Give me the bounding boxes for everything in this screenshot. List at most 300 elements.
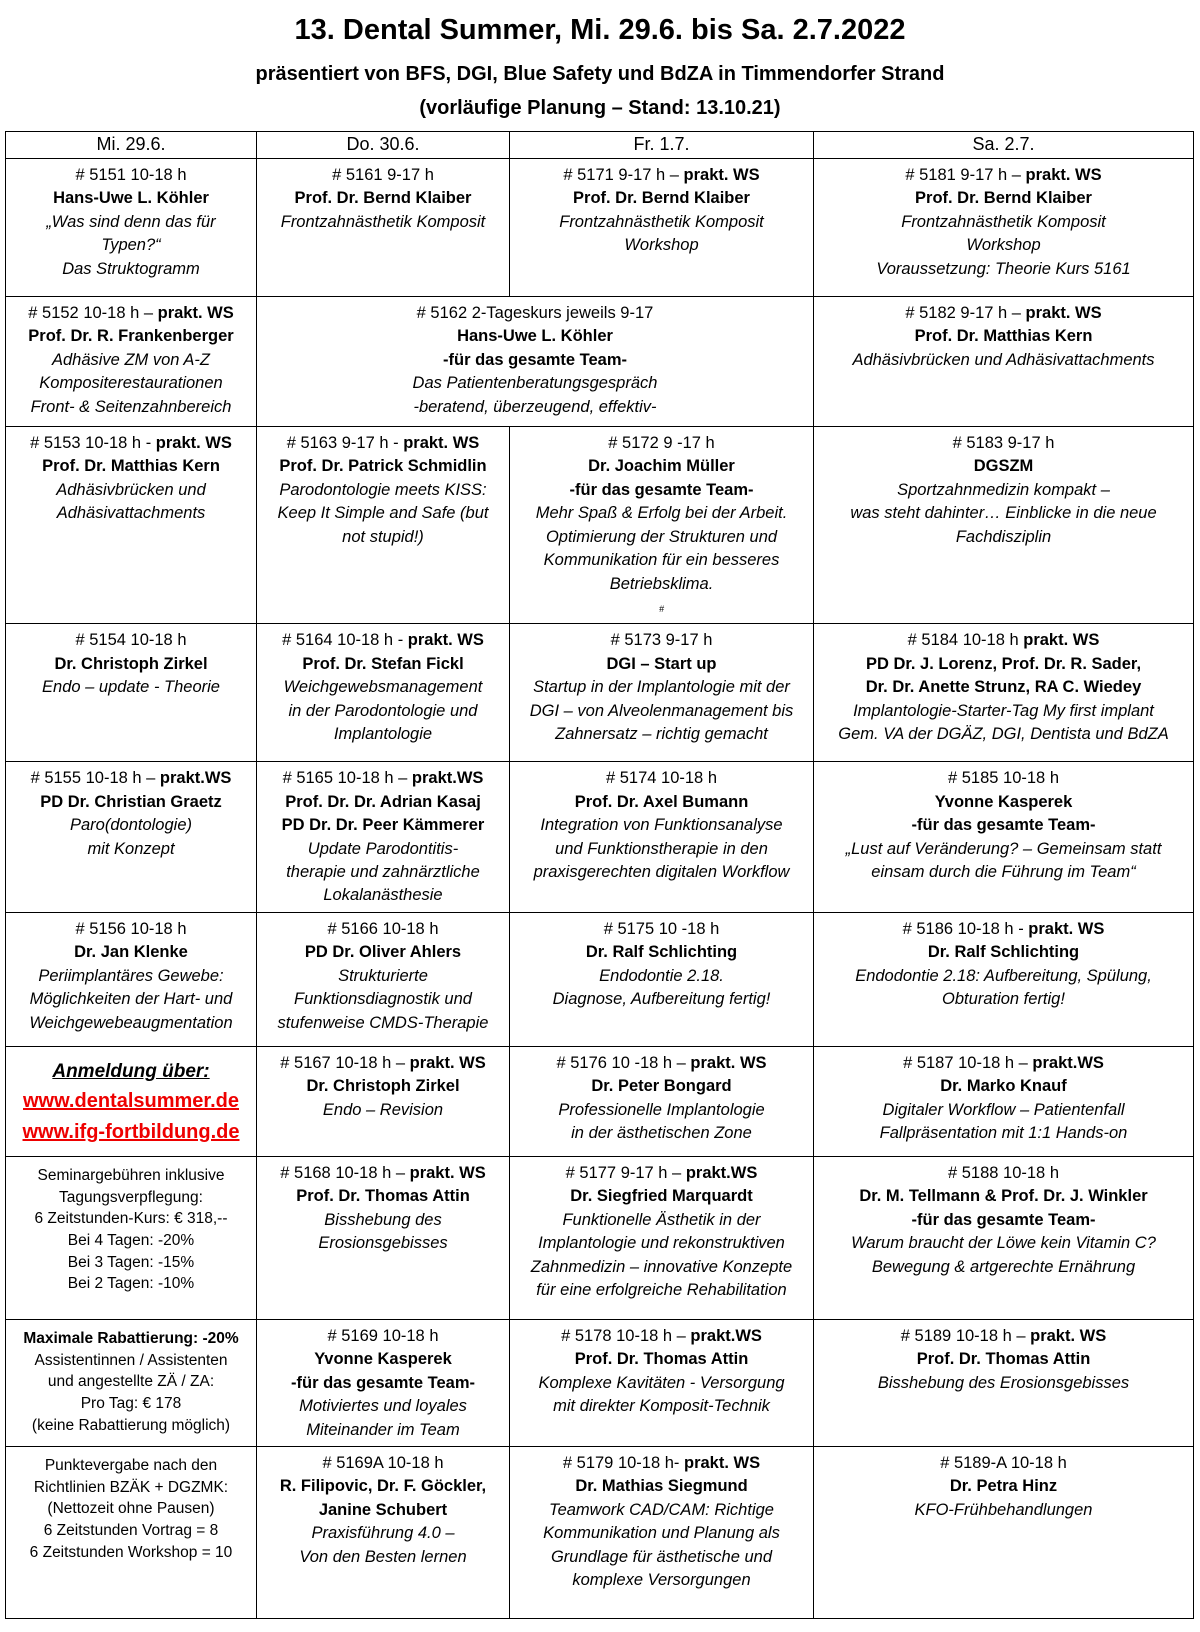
cell-text: und angestellte ZÄ / ZA: <box>47 1373 215 1391</box>
cell-text: # 5178 10-18 h – <box>561 1326 691 1345</box>
cell-text: prakt.WS <box>690 1326 762 1345</box>
fees-cell <box>6 1156 257 1319</box>
schedule-cell <box>257 1046 510 1156</box>
cell-line <box>513 502 810 525</box>
cell-line <box>817 526 1190 549</box>
schedule-row <box>6 1447 1194 1619</box>
cell-text: Keep It Simple and Safe (but <box>277 504 489 523</box>
cell-line <box>260 1419 506 1442</box>
cell-text: Kommunikation und Planung als <box>543 1524 780 1543</box>
cell-line <box>513 629 810 652</box>
cell-text: Lokalanästhesie <box>323 886 443 905</box>
cell-text: PD Dr. Dr. Peer Kämmerer <box>281 816 485 835</box>
cell-line <box>513 1099 810 1122</box>
cell-line <box>817 1122 1190 1145</box>
cell-text: Dr. Dr. Anette Strunz, RA C. Wiedey <box>865 678 1142 697</box>
cell-line <box>817 653 1190 676</box>
cell-text: # 5163 9-17 h - <box>286 434 404 452</box>
cell-line <box>260 988 506 1011</box>
cell-line <box>513 700 810 723</box>
cell-text: prakt. WS <box>409 1053 486 1072</box>
schedule-cell <box>814 624 1194 762</box>
cell-line <box>260 187 506 210</box>
schedule-cell <box>510 762 814 913</box>
cell-line <box>9 1208 253 1230</box>
cell-text: # 5164 10-18 h - <box>282 631 408 650</box>
cell-text: Dr. Ralf Schlichting <box>585 943 738 962</box>
cell-text: # 5188 10-18 h <box>947 1163 1059 1182</box>
cell-text: KFO-Frühbehandlungen <box>914 1500 1093 1519</box>
cell-text: Workshop <box>624 236 699 255</box>
cell-text: Das Struktogramm <box>62 259 200 278</box>
cell-line <box>9 325 253 348</box>
cell-text: Diagnose, Aufbereitung fertig! <box>552 990 771 1009</box>
cell-line <box>817 1099 1190 1122</box>
cell-text: Pro Tag: € 178 <box>80 1394 182 1412</box>
cell-line <box>9 1057 253 1086</box>
cell-text: # 5187 10-18 h – <box>903 1053 1033 1072</box>
cell-text: Adhäsivattachments <box>56 504 206 523</box>
cell-text: # 5168 10-18 h – <box>280 1163 410 1182</box>
cell-text: Endodontie 2.18. <box>599 966 724 985</box>
cell-line <box>513 596 810 619</box>
cell-text: prakt.WS <box>685 1163 758 1182</box>
cell-text: # 5152 10-18 h – <box>28 304 158 322</box>
cell-text: Frontzahnästhetik Komposit <box>559 212 764 231</box>
schedule-cell <box>257 427 510 624</box>
column-header: Mi. 29.6. <box>6 132 257 159</box>
cell-text: prakt. WS <box>409 1163 486 1182</box>
cell-text: Digitaler Workflow – Patientenfall <box>882 1100 1125 1119</box>
discount-cell <box>6 1319 257 1446</box>
cell-text: Prof. Dr. Bernd Klaiber <box>573 189 750 208</box>
schedule-row <box>6 427 1194 624</box>
cell-text: Dr. Christoph Zirkel <box>54 654 208 673</box>
cell-line <box>513 455 810 478</box>
cell-line <box>817 723 1190 746</box>
schedule-cell <box>814 912 1194 1046</box>
schedule-cell <box>510 1319 814 1446</box>
cell-text: Weichgewebeaugmentation <box>29 1013 233 1032</box>
cell-text: -für das gesamte Team- <box>443 350 627 369</box>
cell-line <box>817 1348 1190 1371</box>
cell-text: DGI – von Alveolenmanagement bis <box>529 701 794 720</box>
cell-line <box>817 302 1190 325</box>
cell-text: prakt. WS <box>157 304 234 322</box>
cell-text: -für das gesamte Team- <box>911 816 1096 835</box>
schedule-table <box>5 131 1194 1619</box>
cell-text: # 5154 10-18 h <box>75 631 187 650</box>
cell-text: # 5156 10-18 h <box>75 919 187 938</box>
schedule-cell <box>257 624 510 762</box>
cell-text: praxisgerechten digitalen Workflow <box>533 863 790 882</box>
cell-text: therapie und zahnärztliche <box>286 863 480 882</box>
schedule-cell <box>6 427 257 624</box>
cell-line <box>9 1455 253 1477</box>
cell-line <box>817 455 1190 478</box>
cell-line <box>817 988 1190 1011</box>
cell-text: Strukturierte <box>338 966 428 985</box>
cell-text: prakt. WS <box>1030 1326 1107 1345</box>
cell-line <box>9 1520 253 1542</box>
cell-line <box>260 1325 506 1348</box>
cell-line <box>260 1209 506 1232</box>
cell-text: DGI – Start up <box>606 654 717 673</box>
cell-text: (Nettozeit ohne Pausen) <box>47 1500 215 1518</box>
cell-line <box>817 700 1190 723</box>
cell-line <box>260 941 506 964</box>
cell-line <box>513 1499 810 1522</box>
cell-text: # 5177 9-17 h – <box>565 1163 686 1182</box>
cell-line <box>513 1052 810 1075</box>
cell-text: prakt. WS <box>1028 919 1105 938</box>
cell-text: prakt. WS <box>683 1454 761 1473</box>
cell-line <box>817 187 1190 210</box>
cell-text: Obturation fertig! <box>942 990 1065 1009</box>
cell-line <box>817 1052 1190 1075</box>
cell-text: Implantologie-Starter-Tag My first implant <box>853 701 1154 720</box>
cell-text: # 5176 10 -18 h – <box>556 1053 691 1072</box>
cell-text: # 5165 10-18 h – <box>282 769 412 788</box>
cell-line <box>513 767 810 790</box>
schedule-cell <box>814 297 1194 427</box>
schedule-cell <box>257 1319 510 1446</box>
cell-text: Endo – update - Theorie <box>42 678 220 697</box>
cell-line <box>9 629 253 652</box>
cell-text: Grundlage für ästhetische und <box>550 1547 773 1566</box>
cell-text: # 5184 10-18 h <box>907 631 1024 650</box>
cell-text: Prof. Dr. Axel Bumann <box>574 792 749 811</box>
cell-line <box>513 479 810 502</box>
cell-text: für eine erfolgreiche Rehabilitation <box>536 1281 787 1300</box>
cell-line <box>9 1230 253 1252</box>
cell-line <box>260 325 810 348</box>
cell-line <box>817 325 1190 348</box>
cell-text: Komplexe Kavitäten - Versorgung <box>538 1373 785 1392</box>
cell-line <box>513 1075 810 1098</box>
schedule-cell <box>6 297 257 427</box>
cell-line <box>817 349 1190 372</box>
cell-line <box>260 211 506 234</box>
schedule-body <box>6 159 1194 1619</box>
cell-text: Gem. VA der DGÄZ, DGI, Dentista und BdZA <box>838 725 1169 744</box>
cell-text: # 5153 10-18 h - <box>30 434 156 452</box>
cell-line <box>513 814 810 837</box>
cell-line <box>260 1372 506 1395</box>
cell-text: # 5171 9-17 h – <box>563 166 684 184</box>
cell-text: prakt.WS <box>159 769 232 788</box>
cell-line <box>9 1415 253 1437</box>
cell-line <box>9 302 253 325</box>
cell-text: Von den Besten lernen <box>299 1547 467 1566</box>
cell-text: -beratend, überzeugend, effektiv- <box>413 397 657 416</box>
cell-text: Dr. Christoph Zirkel <box>306 1077 460 1096</box>
cell-line <box>513 676 810 699</box>
cell-text: Zahnmedizin – innovative Konzepte <box>530 1257 793 1276</box>
cell-line <box>513 1348 810 1371</box>
cell-line <box>9 432 253 455</box>
cell-line <box>513 187 810 210</box>
cell-text: „Was sind denn das für <box>46 212 216 231</box>
cell-line <box>513 941 810 964</box>
cell-line <box>817 1372 1190 1395</box>
cell-line <box>9 258 253 281</box>
cell-text: # 5151 10-18 h <box>75 166 187 184</box>
page-status-line: (vorläufige Planung – Stand: 13.10.21) <box>419 97 781 119</box>
cell-text: Typen?“ <box>101 236 161 255</box>
cell-line <box>260 767 506 790</box>
cell-text: # 5161 9-17 h <box>332 166 434 184</box>
column-header: Do. 30.6. <box>257 132 510 159</box>
cell-line <box>513 1546 810 1569</box>
cell-text: Bisshebung des Erosionsgebisses <box>877 1373 1130 1392</box>
schedule-cell <box>257 159 510 297</box>
registration-link[interactable]: www.ifg-fortbildung.de <box>22 1121 240 1144</box>
cell-text: Dr. Jan Klenke <box>74 943 188 962</box>
column-header: Fr. 1.7. <box>510 132 814 159</box>
cell-text: Prof. Dr. Bernd Klaiber <box>294 189 472 208</box>
cell-line <box>513 164 810 187</box>
cell-text: Prof. Dr. Thomas Attin <box>296 1187 470 1206</box>
cell-text: Hans-Uwe L. Köhler <box>53 189 209 208</box>
cell-line <box>9 1187 253 1209</box>
cell-line <box>817 838 1190 861</box>
cell-text: Motiviertes und loyales <box>299 1397 467 1416</box>
cell-text: prakt. WS <box>1025 166 1102 184</box>
cell-text: # 5182 9-17 h – <box>905 304 1026 322</box>
cell-text: Startup in der Implantologie mit der <box>533 678 790 697</box>
cell-text: Periimplantäres Gewebe: <box>38 966 224 985</box>
cell-line <box>513 918 810 941</box>
schedule-cell <box>510 1447 814 1619</box>
cell-line <box>9 988 253 1011</box>
cell-line <box>817 629 1190 652</box>
cell-text: Funktionelle Ästhetik in der <box>562 1210 761 1229</box>
cell-text: in der ästhetischen Zone <box>571 1124 752 1143</box>
cell-text: # 5169A 10-18 h <box>322 1454 444 1473</box>
schedule-cell <box>257 297 814 427</box>
cell-text: Professionelle Implantologie <box>558 1100 765 1119</box>
cell-line <box>817 1499 1190 1522</box>
cell-text: PD Dr. J. Lorenz, Prof. Dr. R. Sader, <box>865 654 1142 673</box>
cell-text: Kommunikation für ein besseres <box>543 551 780 570</box>
cell-line <box>260 1499 506 1522</box>
cell-line <box>260 1395 506 1418</box>
cell-text: R. Filipovic, Dr. F. Göckler, <box>279 1477 487 1496</box>
cell-line <box>513 723 810 746</box>
cell-text: Punktevergabe nach den <box>44 1457 218 1475</box>
cell-line <box>513 1279 810 1302</box>
cell-line <box>817 1325 1190 1348</box>
cell-line <box>513 234 810 257</box>
cell-text: Implantologie und rekonstruktiven <box>538 1234 785 1253</box>
schedule-cell <box>510 427 814 624</box>
cell-line <box>9 918 253 941</box>
cell-line <box>9 502 253 525</box>
cell-line <box>9 1117 253 1148</box>
cell-line <box>260 1052 506 1075</box>
cell-text: # 5174 10-18 h <box>605 769 717 788</box>
schedule-cell <box>6 912 257 1046</box>
cell-text: 6 Zeitstunden-Kurs: € 318,-- <box>34 1210 228 1228</box>
cell-line <box>260 653 506 676</box>
cell-line <box>260 676 506 699</box>
cell-text: was steht dahinter… Einblicke in die neue <box>850 504 1157 523</box>
cell-line <box>260 1099 506 1122</box>
registration-link[interactable]: www.dentalsummer.de <box>23 1090 239 1113</box>
schedule-row <box>6 1046 1194 1156</box>
cell-text: DGSZM <box>973 457 1034 476</box>
cell-text: Zahnersatz – richtig gemacht <box>555 725 768 744</box>
cell-line <box>817 1185 1190 1208</box>
schedule-cell <box>6 159 257 297</box>
points-cell <box>6 1447 257 1619</box>
cell-text: 6 Zeitstunden Workshop = 10 <box>29 1543 233 1561</box>
schedule-cell <box>510 624 814 762</box>
cell-text: # 5162 2-Tageskurs jeweils 9-17 <box>416 304 654 322</box>
cell-text: # 5167 10-18 h – <box>280 1053 410 1072</box>
cell-text: prakt. WS <box>155 434 232 452</box>
page-title: 13. Dental Summer, Mi. 29.6. bis Sa. 2.7.2022 <box>294 14 906 46</box>
cell-text: Dr. Mathias Siegmund <box>575 1477 748 1496</box>
header-row <box>6 132 1194 159</box>
cell-line <box>817 1475 1190 1498</box>
schedule-cell <box>814 427 1194 624</box>
cell-text: # 5173 9-17 h <box>610 631 713 650</box>
cell-line <box>260 838 506 861</box>
cell-line <box>817 258 1190 281</box>
cell-line <box>9 653 253 676</box>
schedule-row <box>6 624 1194 762</box>
cell-text: prakt. WS <box>690 1053 767 1072</box>
cell-line <box>9 1477 253 1499</box>
cell-text: Tagungsverpflegung: <box>59 1188 203 1206</box>
cell-line <box>817 1452 1190 1475</box>
cell-text: Assistentinnen / Assistenten <box>34 1351 228 1369</box>
schedule-cell <box>510 1156 814 1319</box>
cell-text: Endodontie 2.18: Aufbereitung, Spülung, <box>855 966 1152 985</box>
cell-line <box>9 164 253 187</box>
cell-line <box>513 791 810 814</box>
cell-line <box>513 1395 810 1418</box>
cell-line <box>260 164 506 187</box>
cell-line <box>260 349 810 372</box>
schedule-cell <box>814 159 1194 297</box>
cell-text: Hans-Uwe L. Köhler <box>457 327 613 346</box>
cell-line <box>817 941 1190 964</box>
schedule-cell <box>814 1156 1194 1319</box>
cell-text: Bei 3 Tagen: -15% <box>67 1253 195 1271</box>
cell-text: # 5183 9-17 h <box>952 434 1055 452</box>
cell-line <box>817 479 1190 502</box>
cell-line <box>513 1209 810 1232</box>
cell-line <box>513 1372 810 1395</box>
cell-text: Paro(dontologie) <box>70 816 192 835</box>
cell-text: Funktionsdiagnostik und <box>294 990 472 1009</box>
cell-line <box>260 396 810 419</box>
cell-line <box>9 814 253 837</box>
cell-line <box>260 1522 506 1545</box>
cell-line <box>513 526 810 549</box>
cell-line <box>817 767 1190 790</box>
cell-line <box>260 479 506 502</box>
cell-line <box>9 941 253 964</box>
cell-text: Frontzahnästhetik Komposit <box>901 212 1106 231</box>
cell-line <box>513 1475 810 1498</box>
cell-text: prakt.WS <box>1032 1053 1104 1072</box>
cell-text: Prof. Dr. Patrick Schmidlin <box>279 457 487 476</box>
schedule-cell <box>814 1319 1194 1446</box>
cell-text: Miteinander im Team <box>306 1420 460 1439</box>
cell-line <box>9 455 253 478</box>
cell-line <box>513 1325 810 1348</box>
cell-text: # 5189-A 10-18 h <box>940 1454 1067 1473</box>
cell-line <box>817 211 1190 234</box>
cell-line <box>260 1232 506 1255</box>
schedule-row <box>6 1319 1194 1446</box>
cell-line <box>9 372 253 395</box>
cell-text: # 5166 10-18 h <box>327 919 439 938</box>
schedule-cell <box>257 1156 510 1319</box>
cell-line <box>260 1012 506 1035</box>
cell-text: Das Patientenberatungsgespräch <box>412 374 658 393</box>
schedule-row <box>6 912 1194 1046</box>
cell-line <box>260 1075 506 1098</box>
cell-line <box>260 1452 506 1475</box>
cell-text: prakt.WS <box>411 769 484 788</box>
cell-text: Endo – Revision <box>322 1100 444 1119</box>
cell-line <box>260 502 506 525</box>
cell-line <box>513 573 810 596</box>
cell-text: prakt. WS <box>407 631 484 650</box>
cell-line <box>260 372 810 395</box>
schedule-row <box>6 159 1194 297</box>
cell-line <box>513 432 810 455</box>
cell-text: Update Parodontitis- <box>307 839 459 858</box>
cell-line <box>9 965 253 988</box>
cell-text: # 5179 10-18 h- <box>562 1454 684 1473</box>
cell-line <box>9 1086 253 1117</box>
schedule-cell <box>814 762 1194 913</box>
cell-text: Betriebsklima. <box>609 574 714 593</box>
cell-line <box>260 1348 506 1371</box>
cell-text: Teamwork CAD/CAM: Richtige <box>549 1500 774 1519</box>
cell-text: Anmeldung über: <box>52 1060 210 1082</box>
cell-text: # 5155 10-18 h – <box>30 769 160 788</box>
cell-text: # 5189 10-18 h – <box>900 1326 1031 1345</box>
cell-line <box>817 861 1190 884</box>
cell-line <box>513 1522 810 1545</box>
cell-line <box>513 1185 810 1208</box>
cell-text: # 5175 10 -18 h <box>603 919 720 938</box>
cell-line <box>513 1452 810 1475</box>
cell-text: Parodontologie meets KISS: <box>279 480 487 499</box>
cell-line <box>9 767 253 790</box>
cell-text: Mehr Spaß & Erfolg bei der Arbeit. <box>535 504 788 523</box>
cell-text: Bewegung & artgerechte Ernährung <box>871 1257 1136 1276</box>
cell-text: Workshop <box>966 236 1041 255</box>
cell-text: Weichgewebsmanagement <box>283 678 483 697</box>
schedule-row <box>6 762 1194 913</box>
column-header: Sa. 2.7. <box>814 132 1194 159</box>
schedule-cell <box>6 624 257 762</box>
cell-line <box>260 918 506 941</box>
schedule-cell <box>257 1447 510 1619</box>
cell-text: Prof. Dr. Bernd Klaiber <box>915 189 1092 208</box>
schedule-cell <box>510 159 814 297</box>
cell-line <box>9 676 253 699</box>
cell-line <box>9 1371 253 1393</box>
